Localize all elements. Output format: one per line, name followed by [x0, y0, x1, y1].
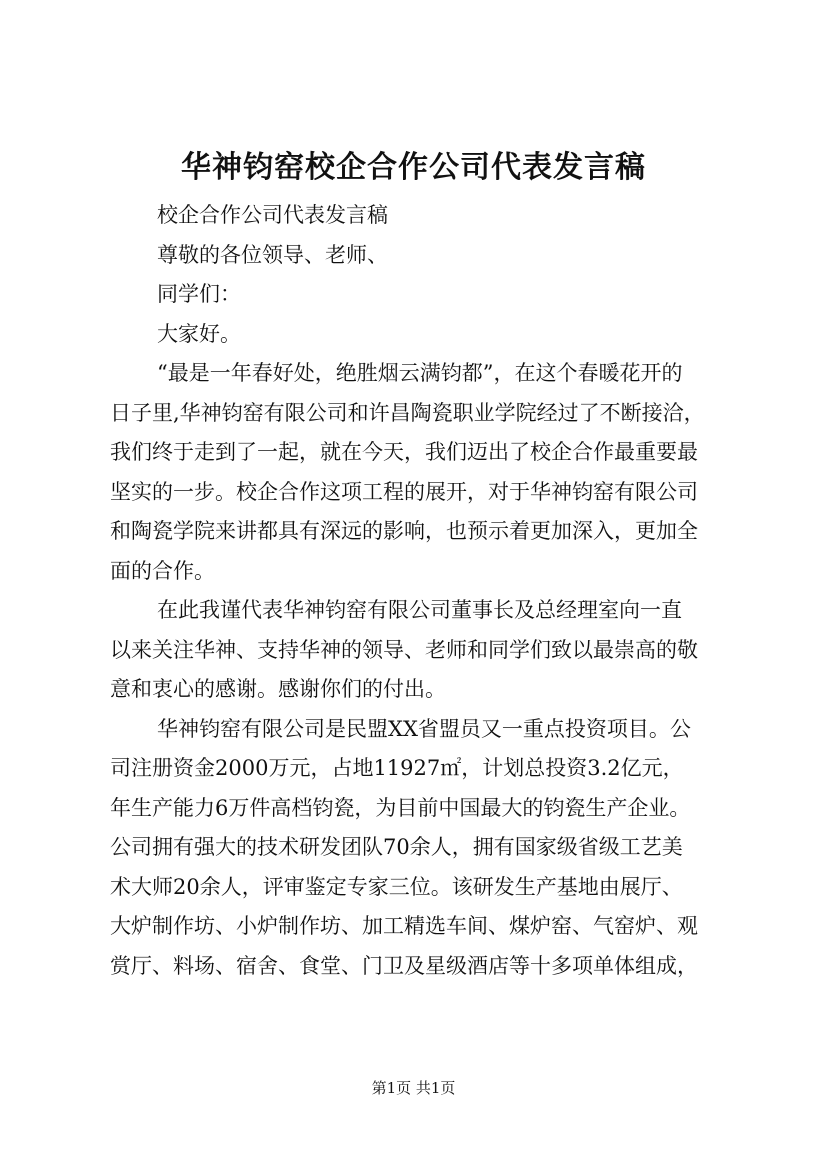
body-line: 同学们： — [157, 282, 241, 306]
body-line: 在此我谨代表华神钧窑有限公司董事长及总经理室向一直 — [157, 598, 682, 622]
page-footer: 第1页 共1页 — [371, 1079, 456, 1097]
body-line: 尊敬的各位领导、老师、 — [157, 242, 388, 267]
body-line: 大炉制作坊、小炉制作坊、加工精选车间、煤炉窑、气窑炉、观 — [110, 914, 698, 938]
body-line: 面的合作。 — [110, 558, 215, 583]
document-title: 华神钧窑校企合作公司代表发言稿 — [181, 150, 646, 185]
body-line: 术大师20余人，评审鉴定专家三位。该研发生产基地由展厅、 — [110, 874, 683, 899]
body-line: 年生产能力6万件高档钧瓷，为目前中国最大的钧瓷生产企业。 — [110, 795, 691, 820]
body-line: 校企合作公司代表发言稿 — [157, 203, 388, 227]
body-line: 华神钧窑有限公司是民盟XX省盟员又一重点投资项目。公 — [157, 716, 691, 741]
body-line: 日子里,华神钧窑有限公司和许昌陶瓷职业学院经过了不断接洽， — [110, 400, 705, 425]
body-line: 和陶瓷学院来讲都具有深远的影响，也预示着更加深入，更加全 — [110, 519, 698, 543]
body-line: 司注册资金2000万元，占地11927㎡，计划总投资3.2亿元， — [110, 756, 684, 780]
body-line: 公司拥有强大的技术研发团队70余人，拥有国家级省级工艺美 — [110, 835, 683, 859]
body-line: 赏厅、料场、宿舍、食堂、门卫及星级酒店等十多项单体组成， — [110, 953, 698, 978]
body-line: 以来关注华神、支持华神的领导、老师和同学们致以最崇高的敬 — [110, 637, 698, 662]
body-line: 我们终于走到了一起，就在今天，我们迈出了校企合作最重要最 — [110, 440, 698, 464]
document-body — [110, 196, 730, 986]
body-line: “最是一年春好处，绝胜烟云满钧都”，在这个春暖花开的 — [157, 361, 683, 385]
body-line: 坚实的一步。校企合作这项工程的展开，对于华神钧窑有限公司 — [110, 479, 698, 504]
body-line: 意和衷心的感谢。感谢你们的付出。 — [110, 677, 446, 701]
body-line: 大家好。 — [157, 321, 241, 346]
